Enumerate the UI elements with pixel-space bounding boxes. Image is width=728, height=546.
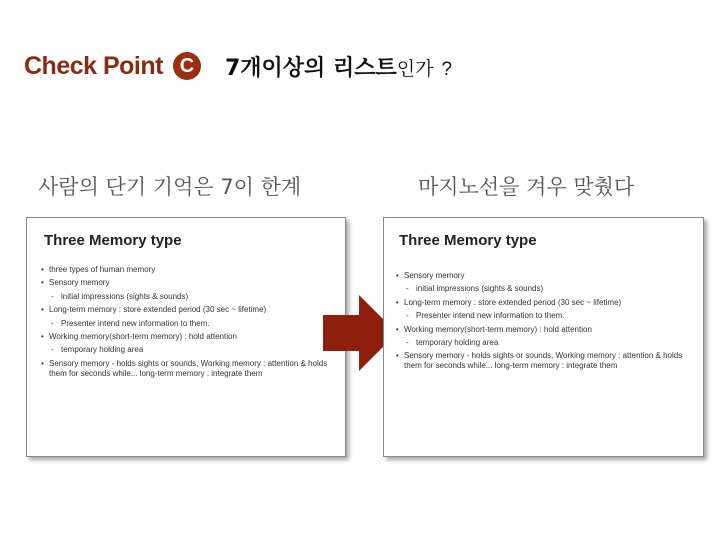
list-item-text: three types of human memory — [49, 265, 156, 274]
check-point-label: Check Point — [24, 51, 163, 80]
dash-marker: - — [51, 291, 54, 301]
badge-c: C — [173, 52, 201, 80]
dash-marker: - — [51, 318, 54, 328]
bullet-marker: • — [41, 331, 44, 341]
list-item — [396, 271, 697, 281]
dash-marker: - — [406, 337, 409, 347]
list-item-text: temporary holding area — [61, 345, 144, 355]
caption-right: 마지노선을 겨우 맞췄다 — [418, 175, 635, 199]
list-item — [396, 298, 697, 308]
bullet-marker: • — [41, 305, 44, 315]
bullet-list — [41, 265, 339, 382]
bullet-marker: • — [396, 271, 399, 280]
title-normal: 인가 — [396, 57, 434, 80]
slide-left — [26, 217, 346, 457]
header — [24, 46, 452, 86]
list-item-text: Working memory(short-term memory) : hold attention — [49, 331, 237, 341]
bullet-marker: • — [396, 324, 399, 334]
list-item-text: temporary holding area — [416, 337, 499, 347]
list-item — [396, 351, 697, 371]
list-item-text: Long-term memory : store extended period (30 sec ~ lifetime) — [49, 305, 267, 315]
bullet-marker: • — [396, 351, 399, 361]
list-item-text-continued: them for seconds while... long-term memory : integrate them — [404, 361, 618, 371]
bullet-list — [396, 271, 697, 375]
slide-right — [383, 217, 704, 457]
slide-title: Three Memory type — [44, 232, 182, 249]
list-item — [41, 359, 339, 379]
bullet-marker: • — [396, 297, 399, 307]
title-question: ? — [441, 58, 453, 80]
list-item-text: Presenter intend new information to them. — [61, 318, 210, 328]
list-item-text: Sensory memory - holds sights or sounds, Working memory : attention & holds — [49, 358, 328, 368]
list-item-text: Sensory memory - holds sights or sounds, Working memory : attention & holds — [404, 351, 683, 361]
dash-marker: - — [51, 345, 54, 355]
list-item — [396, 325, 697, 335]
caption-left: 사람의 단기 기억은 7이 한계 — [38, 175, 302, 199]
list-item-text: Sensory memory — [404, 271, 465, 280]
list-item-text-continued: them for seconds while... long-term memory : integrate them — [49, 368, 263, 378]
bullet-marker: • — [41, 278, 44, 288]
dash-marker: - — [406, 284, 409, 294]
list-item — [41, 278, 339, 288]
bullet-marker: • — [41, 358, 44, 368]
dash-marker: - — [406, 311, 409, 321]
list-item-text: Sensory memory — [49, 278, 110, 288]
list-item — [406, 338, 697, 348]
list-item — [41, 305, 339, 315]
list-item-text: initial impressions (sights & sounds) — [416, 284, 544, 294]
slide-title: Three Memory type — [399, 232, 537, 249]
list-item — [51, 292, 339, 302]
list-item-text: Long-term memory : store extended period (30 sec ~ lifetime) — [404, 297, 622, 307]
list-item — [51, 319, 339, 329]
page-title — [225, 51, 452, 82]
title-bold: 7개이상의 리스트 — [224, 55, 397, 81]
list-item — [41, 332, 339, 342]
list-item-text: initial impressions (sights & sounds) — [61, 291, 189, 301]
list-item-text: Presenter intend new information to them. — [416, 311, 565, 321]
list-item-text: Working memory(short-term memory) : hold attention — [404, 324, 592, 334]
list-item — [406, 284, 697, 294]
list-item — [51, 345, 339, 355]
list-item — [406, 311, 697, 321]
list-item — [41, 265, 339, 275]
bullet-marker: • — [41, 265, 44, 274]
